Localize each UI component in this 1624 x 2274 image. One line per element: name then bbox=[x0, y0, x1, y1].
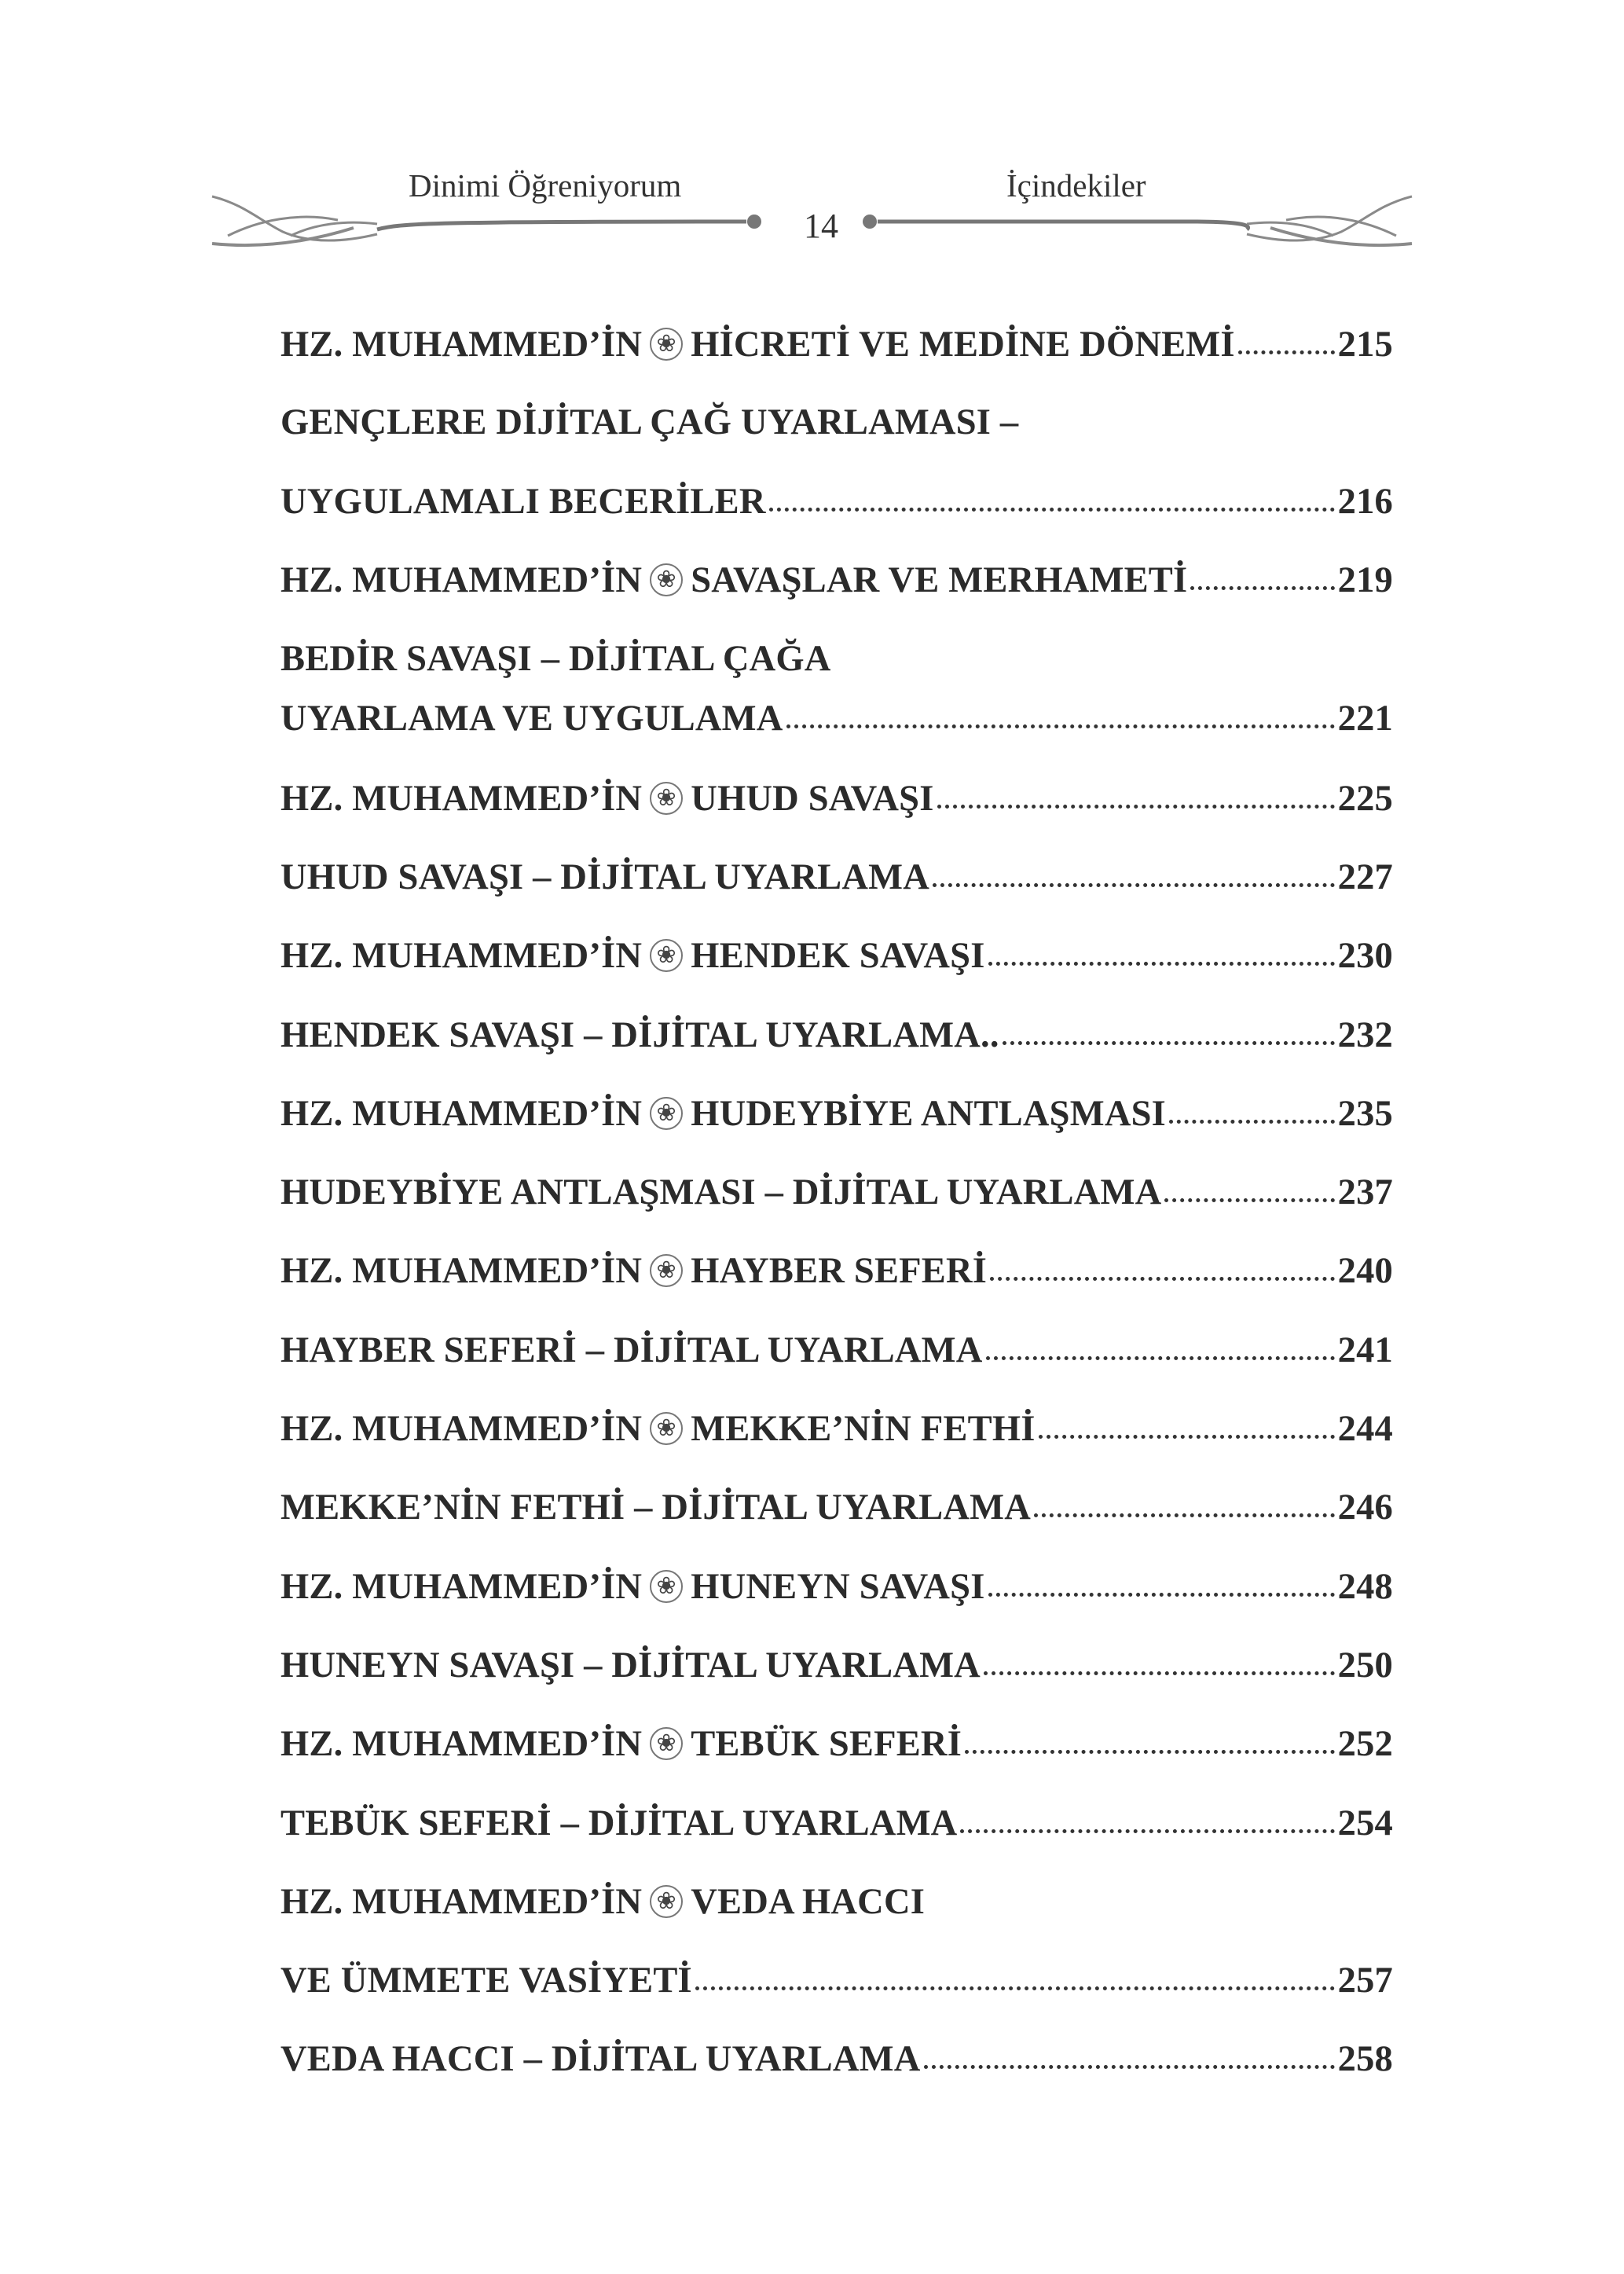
right-rule bbox=[878, 222, 1248, 229]
toc-title-text: TEBÜK SEFERİ bbox=[691, 1724, 962, 1764]
toc-page-number: 250 bbox=[1337, 1645, 1393, 1685]
toc-entry[interactable] bbox=[280, 935, 1393, 985]
toc-entry-title bbox=[280, 1487, 1031, 1528]
toc-entry[interactable] bbox=[280, 778, 1393, 828]
toc-entry[interactable] bbox=[280, 1566, 1393, 1616]
toc-entry-title bbox=[280, 935, 985, 977]
toc-entry-title bbox=[280, 778, 934, 820]
toc-entry[interactable] bbox=[280, 698, 1393, 748]
toc-entry[interactable] bbox=[280, 481, 1393, 531]
toc-entry-title bbox=[280, 1408, 1036, 1450]
toc-page-number: 244 bbox=[1337, 1409, 1393, 1449]
toc-page-number: 219 bbox=[1337, 560, 1393, 600]
dot-leader bbox=[1039, 1435, 1335, 1439]
toc-entry[interactable] bbox=[280, 1803, 1393, 1853]
toc-title-text: HAYBER SEFERİ – DİJİTAL UYARLAMA bbox=[280, 1330, 983, 1370]
header-ornament bbox=[196, 189, 1428, 259]
dot-leader bbox=[988, 962, 1335, 966]
running-header-left: Dinimi Öğreniyorum bbox=[409, 167, 682, 204]
dot-leader bbox=[1034, 1513, 1335, 1517]
toc-title-text: HUNEYN SAVAŞI – DİJİTAL UYARLAMA bbox=[280, 1645, 981, 1685]
left-rule bbox=[377, 222, 746, 229]
dot-leader bbox=[1164, 1198, 1334, 1202]
salawat-icon: ❀ bbox=[650, 1254, 683, 1287]
dot-leader bbox=[965, 1750, 1335, 1754]
toc-title-text: HZ. MUHAMMED’İN bbox=[280, 1882, 643, 1922]
dot-leader bbox=[1190, 586, 1334, 590]
toc-title-text: HZ. MUHAMMED’İN bbox=[280, 1409, 643, 1449]
toc-entry[interactable] bbox=[280, 559, 1393, 610]
toc-entry[interactable] bbox=[280, 1330, 1393, 1380]
toc-title-text: HZ. MUHAMMED’İN bbox=[280, 325, 643, 365]
toc-title-text: UYARLAMA VE UYGULAMA bbox=[280, 699, 783, 739]
toc-entry-title bbox=[280, 1645, 981, 1686]
dot-leader bbox=[786, 724, 1335, 728]
toc-page-number: 240 bbox=[1337, 1251, 1393, 1291]
dot-leader bbox=[984, 1671, 1335, 1675]
toc-entry[interactable] bbox=[280, 1408, 1393, 1458]
toc-entry[interactable] bbox=[280, 1093, 1393, 1143]
toc-title-text: HZ. MUHAMMED’İN bbox=[280, 1094, 643, 1134]
toc-title-text: HZ. MUHAMMED’İN bbox=[280, 936, 643, 976]
dot-leader bbox=[769, 508, 1335, 512]
running-header-right: İçindekiler bbox=[1006, 167, 1146, 204]
toc-entry[interactable] bbox=[280, 2038, 1393, 2089]
toc-entry[interactable] bbox=[280, 402, 1393, 452]
toc-title-text: MEKKE’NİN FETHİ – DİJİTAL UYARLAMA bbox=[280, 1487, 1031, 1528]
right-dot bbox=[863, 215, 877, 229]
dot-leader bbox=[933, 883, 1335, 887]
toc-entry-title bbox=[280, 559, 1187, 601]
toc-entry[interactable] bbox=[280, 1960, 1393, 2010]
toc-entry-title bbox=[280, 2038, 921, 2080]
dot-leader bbox=[990, 1277, 1335, 1281]
toc-page-number: 215 bbox=[1337, 325, 1393, 365]
toc-page-number: 235 bbox=[1337, 1094, 1393, 1134]
dot-leader bbox=[937, 805, 1335, 809]
toc-title-text: GENÇLERE DİJİTAL ÇAĞ UYARLAMASI – bbox=[280, 402, 1019, 442]
toc-page-number: 216 bbox=[1337, 482, 1393, 522]
toc-page-number: 252 bbox=[1337, 1724, 1393, 1764]
toc-title-text: MEKKE’NİN FETHİ bbox=[691, 1409, 1036, 1449]
toc-title-text: HZ. MUHAMMED’İN bbox=[280, 560, 643, 600]
toc-entry-title bbox=[280, 1014, 999, 1056]
toc-entry[interactable] bbox=[280, 324, 1393, 374]
toc-entry-title bbox=[280, 1093, 1166, 1135]
toc-title-text: HZ. MUHAMMED’İN bbox=[280, 1724, 643, 1764]
toc-entry[interactable] bbox=[280, 1014, 1393, 1065]
toc-entry-title bbox=[280, 1723, 962, 1765]
salawat-icon: ❀ bbox=[650, 1412, 683, 1445]
toc-title-text: HZ. MUHAMMED’İN bbox=[280, 779, 643, 819]
toc-title-text: SAVAŞLAR VE MERHAMETİ bbox=[691, 560, 1188, 600]
toc-entry-title bbox=[280, 1566, 985, 1608]
dot-leader bbox=[1003, 1041, 1335, 1045]
toc-entry[interactable] bbox=[280, 638, 1393, 688]
salawat-icon: ❀ bbox=[650, 1570, 683, 1603]
toc-entry-title bbox=[280, 1803, 957, 1844]
toc-title-text: HUDEYBİYE ANTLAŞMASI bbox=[691, 1094, 1166, 1134]
salawat-icon: ❀ bbox=[650, 563, 683, 596]
toc-entry-title bbox=[280, 324, 1235, 365]
toc-page-number: 221 bbox=[1337, 699, 1393, 739]
toc-page-number: 248 bbox=[1337, 1567, 1393, 1607]
toc-title-text: HİCRETİ VE MEDİNE DÖNEMİ bbox=[691, 325, 1235, 365]
toc-title-text: HUNEYN SAVAŞI bbox=[691, 1567, 985, 1607]
toc-entry-title bbox=[280, 1330, 983, 1371]
toc-entry[interactable] bbox=[280, 1487, 1393, 1537]
toc-entry[interactable] bbox=[280, 1250, 1393, 1300]
toc-page-number: 241 bbox=[1337, 1330, 1393, 1370]
dot-leader bbox=[695, 1986, 1335, 1990]
salawat-icon: ❀ bbox=[650, 328, 683, 361]
dot-leader bbox=[1169, 1120, 1335, 1124]
toc-title-text: UYGULAMALI BECERİLER bbox=[280, 482, 766, 522]
left-swash-ornament bbox=[212, 196, 377, 245]
toc-title-text: HZ. MUHAMMED’İN bbox=[280, 1567, 643, 1607]
page-number: 14 bbox=[804, 207, 838, 245]
toc-entry[interactable] bbox=[280, 1723, 1393, 1773]
toc-entry-title bbox=[280, 1250, 987, 1292]
salawat-icon: ❀ bbox=[650, 939, 683, 972]
toc-title-text: UHUD SAVAŞI – DİJİTAL UYARLAMA bbox=[280, 857, 929, 897]
right-swash-ornament bbox=[1247, 196, 1412, 245]
toc-entry-title bbox=[280, 1172, 1161, 1213]
toc-page-number: 257 bbox=[1337, 1960, 1393, 2001]
toc-title-text: HENDEK SAVAŞI – DİJİTAL UYARLAMA.. bbox=[280, 1015, 999, 1055]
toc-title-text: HZ. MUHAMMED’İN bbox=[280, 1251, 643, 1291]
toc-entry-title bbox=[280, 1881, 925, 1923]
toc-title-text: BEDİR SAVAŞI – DİJİTAL ÇAĞA bbox=[280, 639, 831, 679]
toc-entry-title bbox=[280, 856, 929, 898]
salawat-icon: ❀ bbox=[650, 1097, 683, 1130]
dot-leader bbox=[986, 1356, 1335, 1360]
toc-title-text: VEDA HACCI bbox=[691, 1882, 926, 1922]
toc-entry-title bbox=[280, 698, 783, 739]
dot-leader bbox=[1238, 350, 1335, 354]
toc-entry[interactable] bbox=[280, 1645, 1393, 1695]
salawat-icon: ❀ bbox=[650, 782, 683, 815]
toc-page-number: 237 bbox=[1337, 1172, 1393, 1212]
toc-entry-title bbox=[280, 481, 766, 523]
toc-title-text: TEBÜK SEFERİ – DİJİTAL UYARLAMA bbox=[280, 1803, 958, 1843]
salawat-icon: ❀ bbox=[650, 1885, 683, 1918]
toc-title-text: VE ÜMMETE VASİYETİ bbox=[280, 1960, 692, 2001]
dot-leader bbox=[960, 1829, 1334, 1833]
toc-page-number: 258 bbox=[1337, 2039, 1393, 2079]
toc-page-number: 225 bbox=[1337, 779, 1393, 819]
toc-title-text: HUDEYBİYE ANTLAŞMASI – DİJİTAL UYARLAMA bbox=[280, 1172, 1162, 1212]
toc-page-number: 232 bbox=[1337, 1015, 1393, 1055]
toc-title-text: HAYBER SEFERİ bbox=[691, 1251, 988, 1291]
toc-page-number: 230 bbox=[1337, 936, 1393, 976]
toc-page-number: 227 bbox=[1337, 857, 1393, 897]
toc-entry[interactable] bbox=[280, 1881, 1393, 1931]
toc-entry[interactable] bbox=[280, 1172, 1393, 1222]
toc-title-text: HENDEK SAVAŞI bbox=[691, 936, 985, 976]
dot-leader bbox=[924, 2065, 1335, 2069]
toc-entry-title bbox=[280, 638, 831, 680]
toc-page-number: 254 bbox=[1337, 1803, 1393, 1843]
toc-entry-title bbox=[280, 402, 1018, 443]
salawat-icon: ❀ bbox=[650, 1727, 683, 1760]
toc-title-text: UHUD SAVAŞI bbox=[691, 779, 934, 819]
dot-leader bbox=[988, 1593, 1335, 1597]
left-dot bbox=[747, 215, 761, 229]
toc-title-text: VEDA HACCI – DİJİTAL UYARLAMA bbox=[280, 2039, 921, 2079]
toc-entry[interactable] bbox=[280, 856, 1393, 907]
toc-entry-title bbox=[280, 1960, 692, 2001]
toc-page-number: 246 bbox=[1337, 1487, 1393, 1528]
